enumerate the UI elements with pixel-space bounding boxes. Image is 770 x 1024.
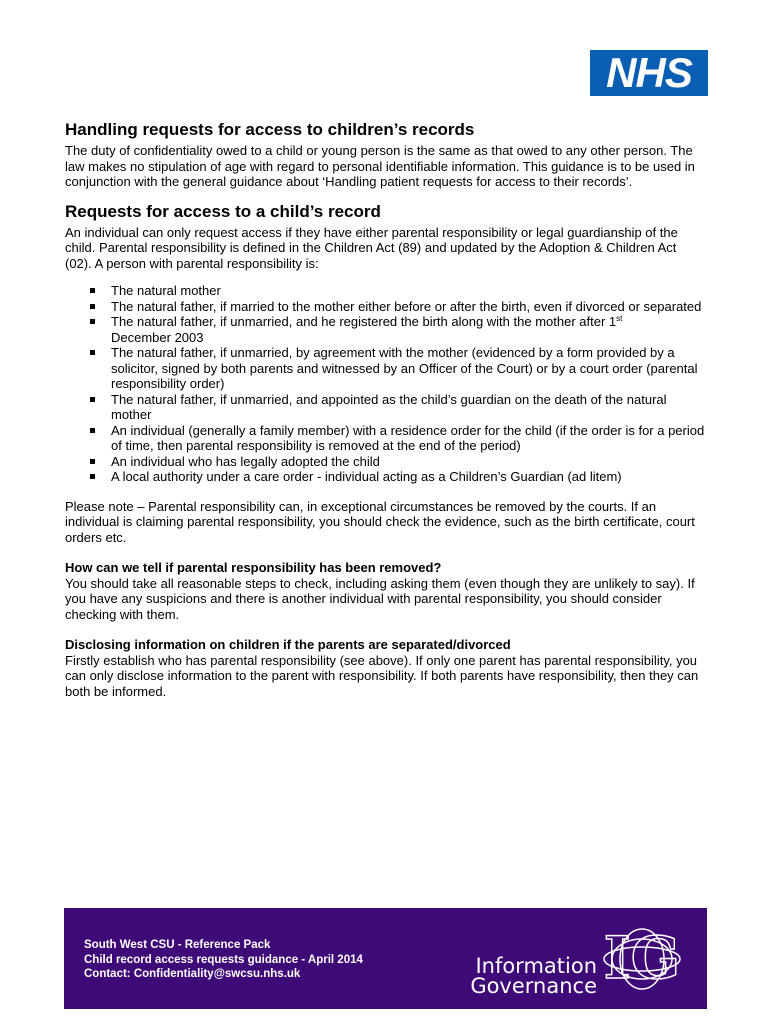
bullet-icon bbox=[90, 304, 95, 309]
document-body bbox=[65, 119, 705, 699]
section-intro-paragraph: An individual can only request access if they have either parental responsibility or legal guardianship of the child. Parental responsibility is defined in the Children Act (89) and updated by the Adoption & Children Act (02). A person with parental responsibility is: bbox=[65, 224, 678, 271]
q2-body: Firstly establish who has parental responsibility (see above). If only one parent has parental responsibility, you can only disclose information to the parent with responsibility. If both parents have responsibility, then they can both be informed. bbox=[65, 652, 699, 699]
footer-text bbox=[84, 938, 363, 982]
list-item: An individual (generally a family member) with a residence order for the child (if the order is for a period of time, then parental responsibility is removed at the end of the period) bbox=[65, 423, 705, 454]
q1-heading: How can we tell if parental responsibility has been removed? bbox=[65, 560, 442, 575]
footer-line-2: Child record access requests guidance - April 2014 bbox=[84, 953, 363, 966]
list-item: The natural father, if unmarried, and he registered the birth along with the mother after 1st December 2003 bbox=[65, 314, 705, 345]
ig-words: Information Governance bbox=[470, 954, 597, 998]
footer-line-1: South West CSU - Reference Pack bbox=[84, 939, 271, 951]
bullet-icon bbox=[90, 428, 95, 433]
list-item: The natural mother bbox=[65, 283, 705, 299]
bullet-icon bbox=[90, 397, 95, 402]
note-paragraph: Please note – Parental responsibility can, in exceptional circumstances be removed by the courts. If an individual is claiming parental responsibility, you should check the evidence, such as the birth certificate, court orders etc. bbox=[65, 498, 695, 545]
bullet-icon bbox=[90, 459, 95, 464]
parental-responsibility-list bbox=[65, 283, 705, 485]
list-item: The natural father, if married to the mother either before or after the birth, even if divorced or separated bbox=[65, 299, 705, 315]
list-item: An individual who has legally adopted the child bbox=[65, 454, 705, 470]
nhs-logo: NHS bbox=[590, 50, 708, 96]
footer-banner bbox=[64, 908, 707, 1009]
footer-contact: Contact: Confidentiality@swcsu.nhs.uk bbox=[84, 968, 301, 980]
section-title: Requests for access to a child’s record bbox=[65, 201, 381, 221]
information-governance-logo bbox=[447, 916, 687, 1002]
svg-text:IG: IG bbox=[603, 924, 681, 992]
bullet-icon bbox=[90, 474, 95, 479]
list-item: The natural father, if unmarried, by agreement with the mother (evidenced by a form provided by a solicitor, signed by both parents and witnessed by an Officer of the Court) or by a court order (parental responsibility order) bbox=[65, 345, 705, 392]
q2-heading: Disclosing information on children if the parents are separated/divorced bbox=[65, 637, 511, 652]
list-item: A local authority under a care order - individual acting as a Children’s Guardian (ad litem) bbox=[65, 469, 705, 485]
page-title: Handling requests for access to children’s records bbox=[65, 120, 475, 139]
bullet-icon bbox=[90, 288, 95, 293]
superscript: st bbox=[616, 314, 623, 323]
q1-body: You should take all reasonable steps to check, including asking them (even though they are unlikely to say). If you have any suspicions and there is another individual with parental responsibility, you should consider checking with them. bbox=[65, 575, 695, 622]
bullet-icon bbox=[90, 319, 95, 324]
ig-mark-icon bbox=[597, 916, 687, 1002]
bullet-icon bbox=[90, 350, 95, 355]
list-item: The natural father, if unmarried, and appointed as the child’s guardian on the death of the natural mother bbox=[65, 392, 705, 423]
intro-paragraph: The duty of confidentiality owed to a child or young person is the same as that owed to any other person. The law makes no stipulation of age with regard to personal identifiable information. This guidance is to be used in conjunction with the general guidance about ‘Handling patient requests for access to their records’. bbox=[65, 143, 695, 189]
